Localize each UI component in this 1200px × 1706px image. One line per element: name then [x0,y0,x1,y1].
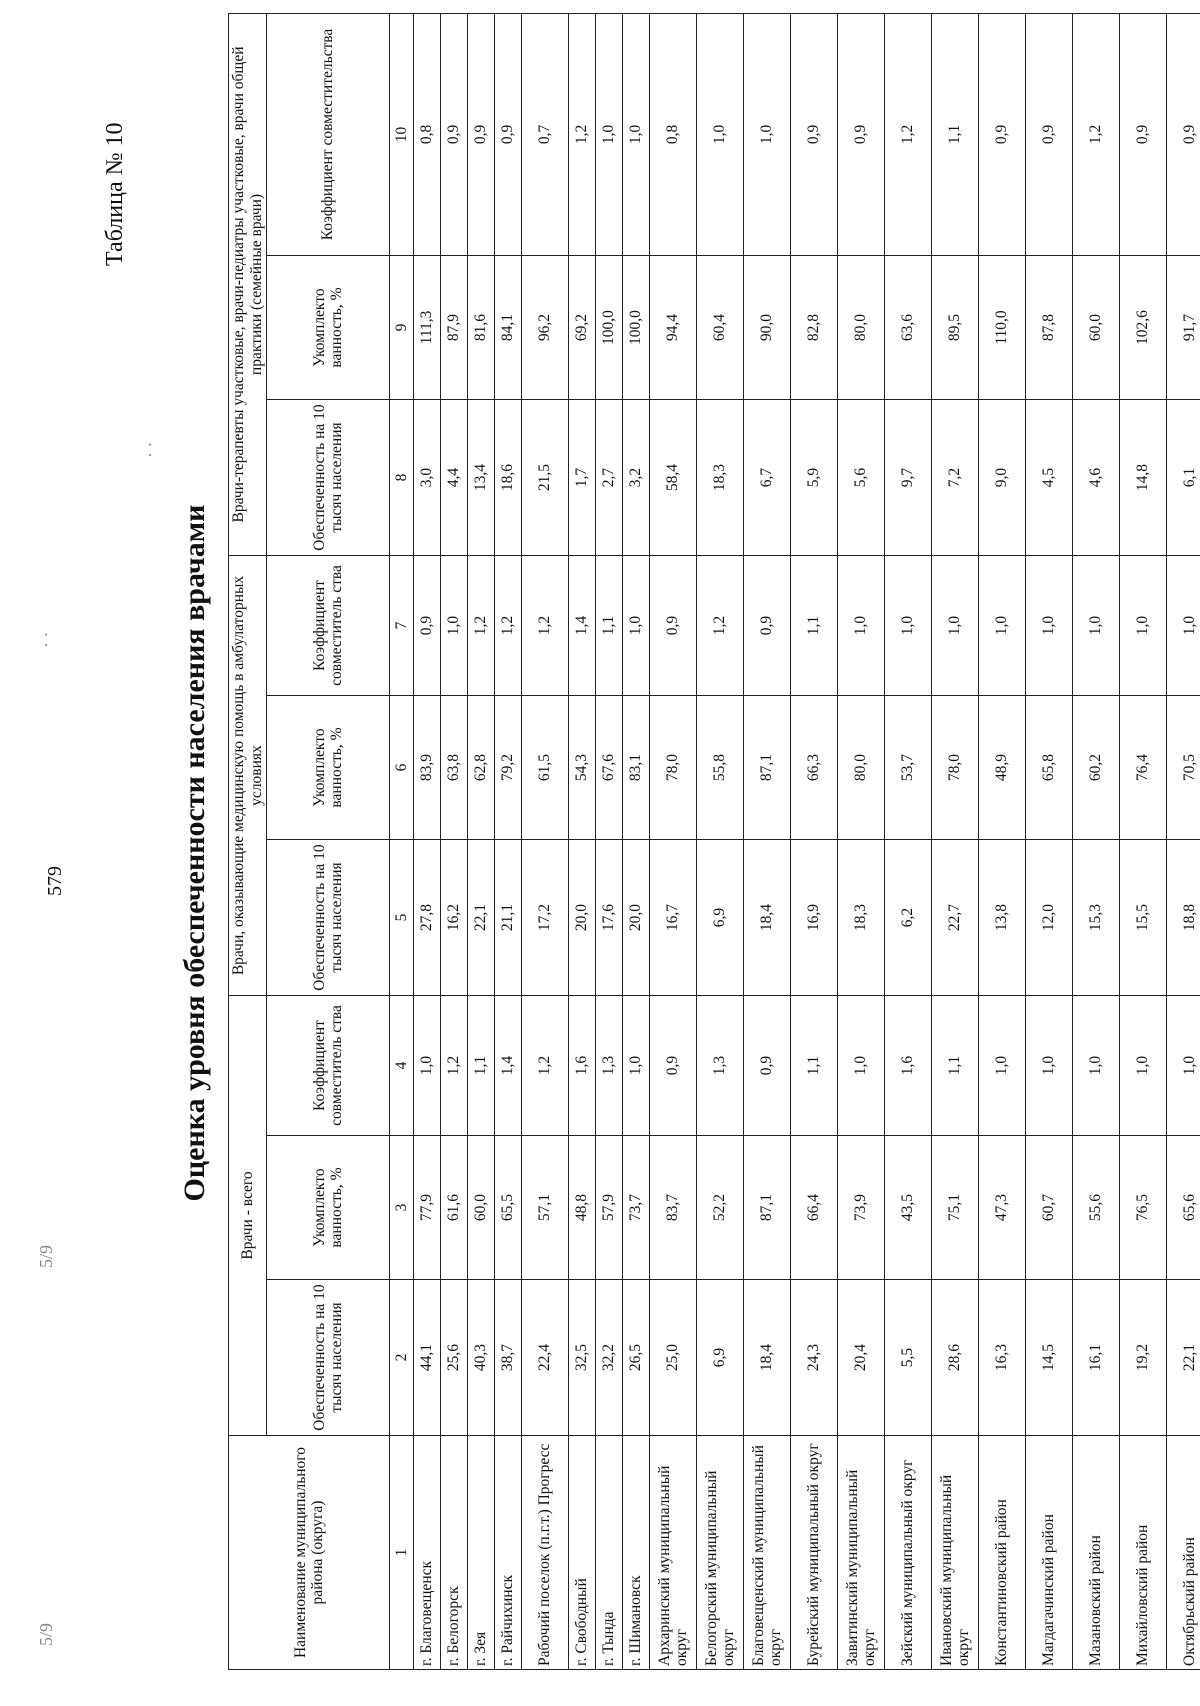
table-cell: 0,9 [650,996,697,1136]
table-cell: 1,0 [1073,996,1120,1136]
table-cell: 0,8 [650,13,697,255]
table-cell: 18,8 [1167,840,1200,996]
row-name: г. Зея [468,1436,495,1670]
table-cell: 57,9 [596,1136,623,1280]
table-cell: 94,4 [650,256,697,400]
table-cell: 1,2 [569,13,596,255]
table-cell: 32,5 [569,1280,596,1436]
table-cell: 65,5 [495,1136,522,1280]
margin-mark: · · [140,441,160,458]
table-cell: 0,9 [650,556,697,696]
table-cell: 80,0 [838,256,885,400]
table-cell: 1,0 [1167,996,1200,1136]
table-cell: 0,9 [1167,13,1200,255]
table-cell: 17,6 [596,840,623,996]
table-cell: 100,0 [623,256,650,400]
table-cell: 26,5 [623,1280,650,1436]
table-cell: 1,4 [495,996,522,1136]
table-cell: 5,9 [791,400,838,556]
table-cell: 0,8 [414,13,441,255]
table-cell: 83,1 [623,696,650,840]
table-row [596,13,623,1669]
table-cell: 15,3 [1073,840,1120,996]
table-cell: 60,2 [1073,696,1120,840]
table-cell: 1,2 [522,996,569,1136]
doctors-table [228,13,1200,1670]
table-cell: 110,0 [979,256,1026,400]
table-cell: 1,0 [1167,556,1200,696]
header-sub: Обеспеченность на 10 тысяч населения [267,840,390,996]
row-name: Рабочий поселок (п.г.т.) Прогресс [522,1436,569,1670]
table-cell: 1,0 [623,996,650,1136]
table-cell: 75,1 [932,1136,979,1280]
table-cell: 0,9 [441,13,468,255]
table-cell: 1,1 [932,13,979,255]
table-cell: 6,7 [744,400,791,556]
table-cell: 66,4 [791,1136,838,1280]
table-row [1073,13,1120,1669]
table-cell: 5,5 [885,1280,932,1436]
column-number: 1 [390,1436,414,1670]
table-cell: 83,7 [650,1136,697,1280]
table-cell: 81,6 [468,256,495,400]
table-row [414,13,441,1669]
table-cell: 1,0 [596,13,623,255]
header-sub: Укомплекто ванность, % [267,696,390,840]
margin-mark: · · [36,631,56,648]
table-cell: 18,6 [495,400,522,556]
table-cell: 13,8 [979,840,1026,996]
table-cell: 1,0 [838,996,885,1136]
table-cell: 6,9 [697,840,744,996]
table-row [569,13,596,1669]
table-row [1167,13,1200,1669]
table-cell: 77,9 [414,1136,441,1280]
table-cell: 55,6 [1073,1136,1120,1280]
header-sub: Укомплекто ванность, % [267,1136,390,1280]
row-name: г. Тында [596,1436,623,1670]
table-cell: 22,1 [1167,1280,1200,1436]
table-cell: 1,0 [744,13,791,255]
table-cell: 65,6 [1167,1136,1200,1280]
table-row [697,13,744,1669]
table-cell: 44,1 [414,1280,441,1436]
table-cell: 9,0 [979,400,1026,556]
column-number: 4 [390,996,414,1136]
table-row [932,13,979,1669]
table-cell: 79,2 [495,696,522,840]
table-cell: 1,2 [441,996,468,1136]
table-row [979,13,1026,1669]
table-cell: 0,9 [1026,13,1073,255]
table-cell: 40,3 [468,1280,495,1436]
table-cell: 16,7 [650,840,697,996]
column-number: 9 [390,256,414,400]
table-cell: 1,0 [838,556,885,696]
header-group-district: Врачи-терапевты участковые, врачи-педиатры участковые, врачи общей практики (семейные врачи) [229,13,267,555]
table-cell: 54,3 [569,696,596,840]
table-cell: 1,6 [569,996,596,1136]
table-row [522,13,569,1669]
table-row [885,13,932,1669]
table-cell: 76,4 [1120,696,1167,840]
table-cell: 90,0 [744,256,791,400]
table-cell: 1,2 [468,556,495,696]
row-name: Магдагачинский район [1026,1436,1073,1670]
table-cell: 84,1 [495,256,522,400]
table-cell: 111,3 [414,256,441,400]
table-cell: 1,1 [932,996,979,1136]
table-cell: 0,9 [838,13,885,255]
table-cell: 28,6 [932,1280,979,1436]
table-cell: 58,4 [650,400,697,556]
table-cell: 1,2 [1073,13,1120,255]
table-cell: 1,0 [1120,996,1167,1136]
table-cell: 60,4 [697,256,744,400]
table-cell: 66,3 [791,696,838,840]
table-cell: 22,4 [522,1280,569,1436]
table-row [623,13,650,1669]
table-cell: 60,0 [1073,256,1120,400]
table-cell: 6,2 [885,840,932,996]
table-cell: 17,2 [522,840,569,996]
table-cell: 67,6 [596,696,623,840]
table-cell: 4,5 [1026,400,1073,556]
table-cell: 1,6 [885,996,932,1136]
header-group-outpatient: Врачи, оказывающие медицинскую помощь в амбулаторных условиях [229,556,267,996]
row-name: Бурейский муниципальный округ [791,1436,838,1670]
table-cell: 5,6 [838,400,885,556]
table-cell: 1,0 [623,13,650,255]
table-cell: 1,1 [791,996,838,1136]
table-cell: 1,3 [697,996,744,1136]
table-cell: 78,0 [650,696,697,840]
table-cell: 1,0 [623,556,650,696]
header-sub: Обеспеченность на 10 тысяч населения [267,400,390,556]
column-numbers-row [390,13,414,1669]
table-cell: 14,5 [1026,1280,1073,1436]
table-cell: 15,5 [1120,840,1167,996]
table-cell: 12,0 [1026,840,1073,996]
table-cell: 22,1 [468,840,495,996]
table-cell: 0,9 [468,13,495,255]
table-cell: 1,0 [1026,996,1073,1136]
table-cell: 82,8 [791,256,838,400]
table-cell: 16,3 [979,1280,1026,1436]
table-cell: 1,0 [697,13,744,255]
table-cell: 18,3 [697,400,744,556]
column-number: 7 [390,556,414,696]
table-cell: 9,7 [885,400,932,556]
table-cell: 73,7 [623,1136,650,1280]
margin-mark: 5/9 [36,1244,56,1268]
table-cell: 48,9 [979,696,1026,840]
table-cell: 1,2 [697,556,744,696]
table-cell: 0,7 [522,13,569,255]
header-sub: Коэффициент совместитель ства [267,556,390,696]
table-cell: 22,7 [932,840,979,996]
header-name: Наименование муниципального района (округа) [229,1436,390,1670]
row-name: г. Свободный [569,1436,596,1670]
table-cell: 21,5 [522,400,569,556]
table-cell: 25,6 [441,1280,468,1436]
table-cell: 1,0 [441,556,468,696]
table-cell: 1,1 [468,996,495,1136]
table-cell: 1,0 [885,556,932,696]
table-cell: 0,9 [791,13,838,255]
table-cell: 20,4 [838,1280,885,1436]
table-cell: 0,9 [744,556,791,696]
table-cell: 55,8 [697,696,744,840]
table-row [441,13,468,1669]
table-cell: 19,2 [1120,1280,1167,1436]
table-number: Таблица № 10 [102,122,128,266]
row-name: Завитинский муниципальный округ [838,1436,885,1670]
page-number: 579 [44,866,66,896]
table-cell: 80,0 [838,696,885,840]
row-name: Михайловский район [1120,1436,1167,1670]
table-cell: 1,0 [414,996,441,1136]
table-cell: 3,2 [623,400,650,556]
row-name: г. Шимановск [623,1436,650,1670]
row-name: Ивановский муниципальный округ [932,1436,979,1670]
table-cell: 18,3 [838,840,885,996]
column-number: 8 [390,400,414,556]
table-cell: 21,1 [495,840,522,996]
table-cell: 61,5 [522,696,569,840]
table-cell: 65,8 [1026,696,1073,840]
table-cell: 87,8 [1026,256,1073,400]
table-cell: 83,9 [414,696,441,840]
table-cell: 73,9 [838,1136,885,1280]
row-name: Мазановский район [1073,1436,1120,1670]
table-cell: 0,9 [1120,13,1167,255]
table-cell: 87,1 [744,696,791,840]
table-cell: 7,2 [932,400,979,556]
table-cell: 2,7 [596,400,623,556]
header-sub: Обеспеченность на 10 тысяч населения [267,1280,390,1436]
table-cell: 100,0 [596,256,623,400]
table-cell: 0,9 [414,556,441,696]
table-cell: 57,1 [522,1136,569,1280]
header-sub: Коэффициент совместительства [267,13,390,255]
table-cell: 1,0 [979,996,1026,1136]
table-cell: 70,5 [1167,696,1200,840]
column-number: 10 [390,13,414,255]
column-number: 6 [390,696,414,840]
row-name: Октябрьский район [1167,1436,1200,1670]
table-cell: 1,4 [569,556,596,696]
table-cell: 0,9 [744,996,791,1136]
table-row [1120,13,1167,1669]
table-cell: 1,2 [522,556,569,696]
table-cell: 1,1 [791,556,838,696]
row-name: Зейский муниципальный округ [885,1436,932,1670]
table-cell: 63,6 [885,256,932,400]
table-row [468,13,495,1669]
table-row [650,13,697,1669]
table-cell: 18,4 [744,840,791,996]
table-cell: 87,1 [744,1136,791,1280]
table-cell: 60,0 [468,1136,495,1280]
table-cell: 1,1 [596,556,623,696]
table-cell: 16,1 [1073,1280,1120,1436]
table-cell: 0,9 [495,13,522,255]
table-cell: 62,8 [468,696,495,840]
header-group-all-doctors: Врачи - всего [229,996,267,1436]
table-cell: 91,7 [1167,256,1200,400]
table-row [744,13,791,1669]
row-name: г. Райчихинск [495,1436,522,1670]
table-cell: 0,9 [979,13,1026,255]
table-cell: 25,0 [650,1280,697,1436]
table-cell: 6,9 [697,1280,744,1436]
row-name: Белогорский муниципальный округ [697,1436,744,1670]
table-row [791,13,838,1669]
table-cell: 48,8 [569,1136,596,1280]
table-cell: 1,2 [495,556,522,696]
row-name: г. Благовещенск [414,1436,441,1670]
table-cell: 102,6 [1120,256,1167,400]
table-cell: 20,0 [623,840,650,996]
row-name: г. Белогорск [441,1436,468,1670]
table-cell: 20,0 [569,840,596,996]
table-cell: 63,8 [441,696,468,840]
table-cell: 76,5 [1120,1136,1167,1280]
table-cell: 38,7 [495,1280,522,1436]
table-row [495,13,522,1669]
column-number: 5 [390,840,414,996]
table-cell: 27,8 [414,840,441,996]
table-cell: 1,0 [1120,556,1167,696]
table-cell: 4,6 [1073,400,1120,556]
row-name: Константиновский район [979,1436,1026,1670]
table-cell: 1,0 [1073,556,1120,696]
table-cell: 16,9 [791,840,838,996]
table-cell: 60,7 [1026,1136,1073,1280]
table-cell: 32,2 [596,1280,623,1436]
document-title: Оценка уровня обеспеченности населения врачами [178,504,211,1202]
table-cell: 18,4 [744,1280,791,1436]
table-cell: 47,3 [979,1136,1026,1280]
table-cell: 3,0 [414,400,441,556]
row-name: Архаринский муниципальный округ [650,1436,697,1670]
table-cell: 1,0 [979,556,1026,696]
row-name: Благовещенский муниципальный округ [744,1436,791,1670]
table-cell: 61,6 [441,1136,468,1280]
table-cell: 1,2 [885,13,932,255]
table-cell: 6,1 [1167,400,1200,556]
column-number: 3 [390,1136,414,1280]
table-cell: 24,3 [791,1280,838,1436]
table-cell: 16,2 [441,840,468,996]
table-cell: 96,2 [522,256,569,400]
table-cell: 52,2 [697,1136,744,1280]
margin-mark: 5/9 [36,1622,56,1646]
table-cell: 1,0 [1026,556,1073,696]
table-cell: 78,0 [932,696,979,840]
table-row [1026,13,1073,1669]
table-cell: 13,4 [468,400,495,556]
header-sub: Укомплекто ванность, % [267,256,390,400]
table-cell: 1,7 [569,400,596,556]
table-cell: 1,0 [932,556,979,696]
table-cell: 4,4 [441,400,468,556]
table-cell: 14,8 [1120,400,1167,556]
table-cell: 89,5 [932,256,979,400]
table-cell: 69,2 [569,256,596,400]
table-cell: 1,3 [596,996,623,1136]
column-number: 2 [390,1280,414,1436]
table-cell: 43,5 [885,1136,932,1280]
table-row [838,13,885,1669]
table-cell: 53,7 [885,696,932,840]
header-sub: Коэффициент совместитель ства [267,996,390,1136]
table-cell: 87,9 [441,256,468,400]
